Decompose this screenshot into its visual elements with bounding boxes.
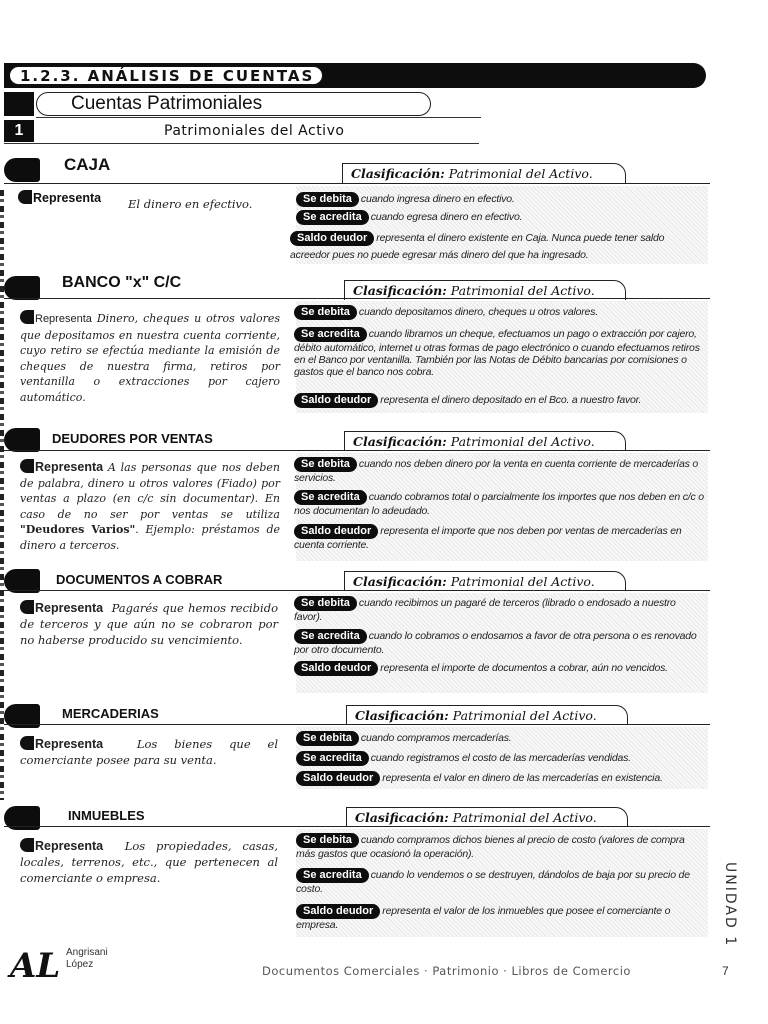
classification-box: Clasificación: Patrimonial del Activo. — [342, 163, 626, 183]
debit-entry: Se debita cuando compramos dichos bienes al precio de costo (valores de compra más gastos que ocasionó la operación). — [296, 834, 685, 860]
section-title: MERCADERIAS — [62, 706, 159, 721]
classification-box: Clasificación: Patrimonial del Activo. — [344, 431, 626, 451]
representa-text: Representa A las personas que nos deben de palabra, dinero u otros valores (Fiado) por ventas a plazo (en c/c sin documentar). En caso de no ser por ventas se utiliza "Deudores Varios". Ejemplo: préstamos de dinero a terceros. — [20, 460, 281, 552]
divider — [36, 117, 481, 118]
credit-entry: Se acredita cuando registramos el costo de las mercaderías vendidas. — [296, 751, 706, 766]
scan-margin-marks — [0, 190, 4, 800]
representa-icon — [20, 736, 34, 750]
representa-text: El dinero en efectivo. — [128, 197, 253, 211]
debit-entry: Se debita cuando compramos mercaderías. — [296, 731, 706, 746]
representa-text: Representa Los bienes que el comerciante posee para su venta. — [20, 737, 279, 767]
credit-entry: Se acredita cuando egresa dinero en efectivo. — [296, 210, 706, 225]
subsection-marker — [4, 92, 34, 116]
section-title: BANCO "x" C/C — [62, 274, 182, 291]
representa-text: Representa Los propiedades, casas, locales, terrenos, etc., que pertenecen al comerciante o empresa. — [20, 839, 278, 885]
classification-box: Clasificación: Patrimonial del Activo. — [344, 280, 626, 300]
section-title: DOCUMENTOS A COBRAR — [56, 572, 223, 587]
balance-entry: Saldo deudor representa el importe que nos deben por ventas de mercaderías en cuenta corriente. — [294, 525, 682, 551]
debit-entry: Se debita cuando nos deben dinero por la venta en cuenta corriente de mercaderías o servicios. — [294, 458, 699, 484]
classification-box: Clasificación: Patrimonial del Activo. — [344, 571, 626, 591]
section-title: CAJA — [64, 155, 111, 174]
unit-label: UNIDAD 1 — [722, 862, 738, 948]
debit-entry: Se debita cuando ingresa dinero en efectivo. — [296, 192, 706, 207]
footer-running-title: Documentos Comerciales · Patrimonio · Libros de Comercio — [262, 964, 631, 978]
representa-icon — [20, 600, 34, 614]
subsection-number: 1 — [4, 120, 34, 142]
balance-entry: Saldo deudor representa el dinero depositado en el Bco. a nuestro favor. — [294, 393, 706, 408]
credit-entry: Se acredita cuando libramos un cheque, efectuamos un pago o extracción por cajero, débito automático, internet u otras formas de pago electrónico o cuando efectuamos retiros en el Banco por ventanilla. También por las Notas de Débito bancarias por comisiones o gastos que el banco nos cobra. — [294, 328, 700, 378]
classification-box: Clasificación: Patrimonial del Activo. — [346, 807, 628, 827]
representa-icon — [20, 310, 34, 324]
representa-text: Representa Pagarés que hemos recibido de terceros y que aún no se cobraron por no haberse producido su vencimiento. — [20, 601, 279, 647]
balance-entry: Saldo deudor representa el importe de documentos a cobrar, aún no vencidos. — [294, 661, 706, 676]
classification-box: Clasificación: Patrimonial del Activo. — [346, 705, 628, 725]
credit-entry: Se acredita cuando cobramos total o parcialmente los importes que nos deben en c/c o nos documentan lo adeudado. — [294, 491, 704, 517]
representa-label: Representa — [18, 190, 101, 205]
credit-entry: Se acredita cuando lo vendemos o se destruyen, dándolos de baja por su precio de costo. — [296, 869, 690, 895]
representa-icon — [18, 190, 32, 204]
representa-icon — [20, 459, 34, 473]
representa-text: Representa Dinero, cheques u otros valores que depositamos en nuestra cuenta corriente, cuyo retiro se efectúa mediante la emisión de cheques de nuestra firma, retiros por ventanilla o extracciones por cajero automático. — [20, 312, 281, 404]
section-marker-icon — [4, 276, 40, 300]
author-logo: AL — [10, 946, 61, 986]
subsection-subtitle: Patrimoniales del Activo — [164, 123, 345, 139]
balance-entry: Saldo deudor representa el valor de los inmuebles que posee el comerciante o empresa. — [296, 905, 671, 931]
section-title: INMUEBLES — [68, 808, 145, 823]
author-name: Angrisani López — [66, 947, 108, 970]
page-number: 7 — [722, 964, 729, 978]
balance-entry: Saldo deudor representa el valor en dinero de las mercaderías en existencia. — [296, 771, 706, 786]
section-marker-icon — [4, 428, 40, 452]
debit-entry: Se debita cuando depositamos dinero, cheques u otros valores. — [294, 305, 706, 320]
credit-entry: Se acredita cuando lo cobramos o endosamos a favor de otra persona o es renovado por otro documento. — [294, 630, 697, 656]
page-title: 1.2.3. ANÁLISIS DE CUENTAS — [8, 65, 324, 86]
balance-entry: Saldo deudor representa el dinero existente en Caja. Nunca puede tener saldo acreedor pues no puede egresar más dinero del que ha ingresado. — [290, 232, 665, 261]
debit-entry: Se debita cuando recibimos un pagaré de terceros (librado o endosado a nuestro favor). — [294, 597, 676, 623]
section-title: DEUDORES POR VENTAS — [52, 431, 213, 446]
subsection-title: Cuentas Patrimoniales — [36, 92, 431, 116]
divider — [4, 143, 479, 144]
representa-icon — [20, 838, 34, 852]
section-marker-icon — [4, 158, 40, 182]
